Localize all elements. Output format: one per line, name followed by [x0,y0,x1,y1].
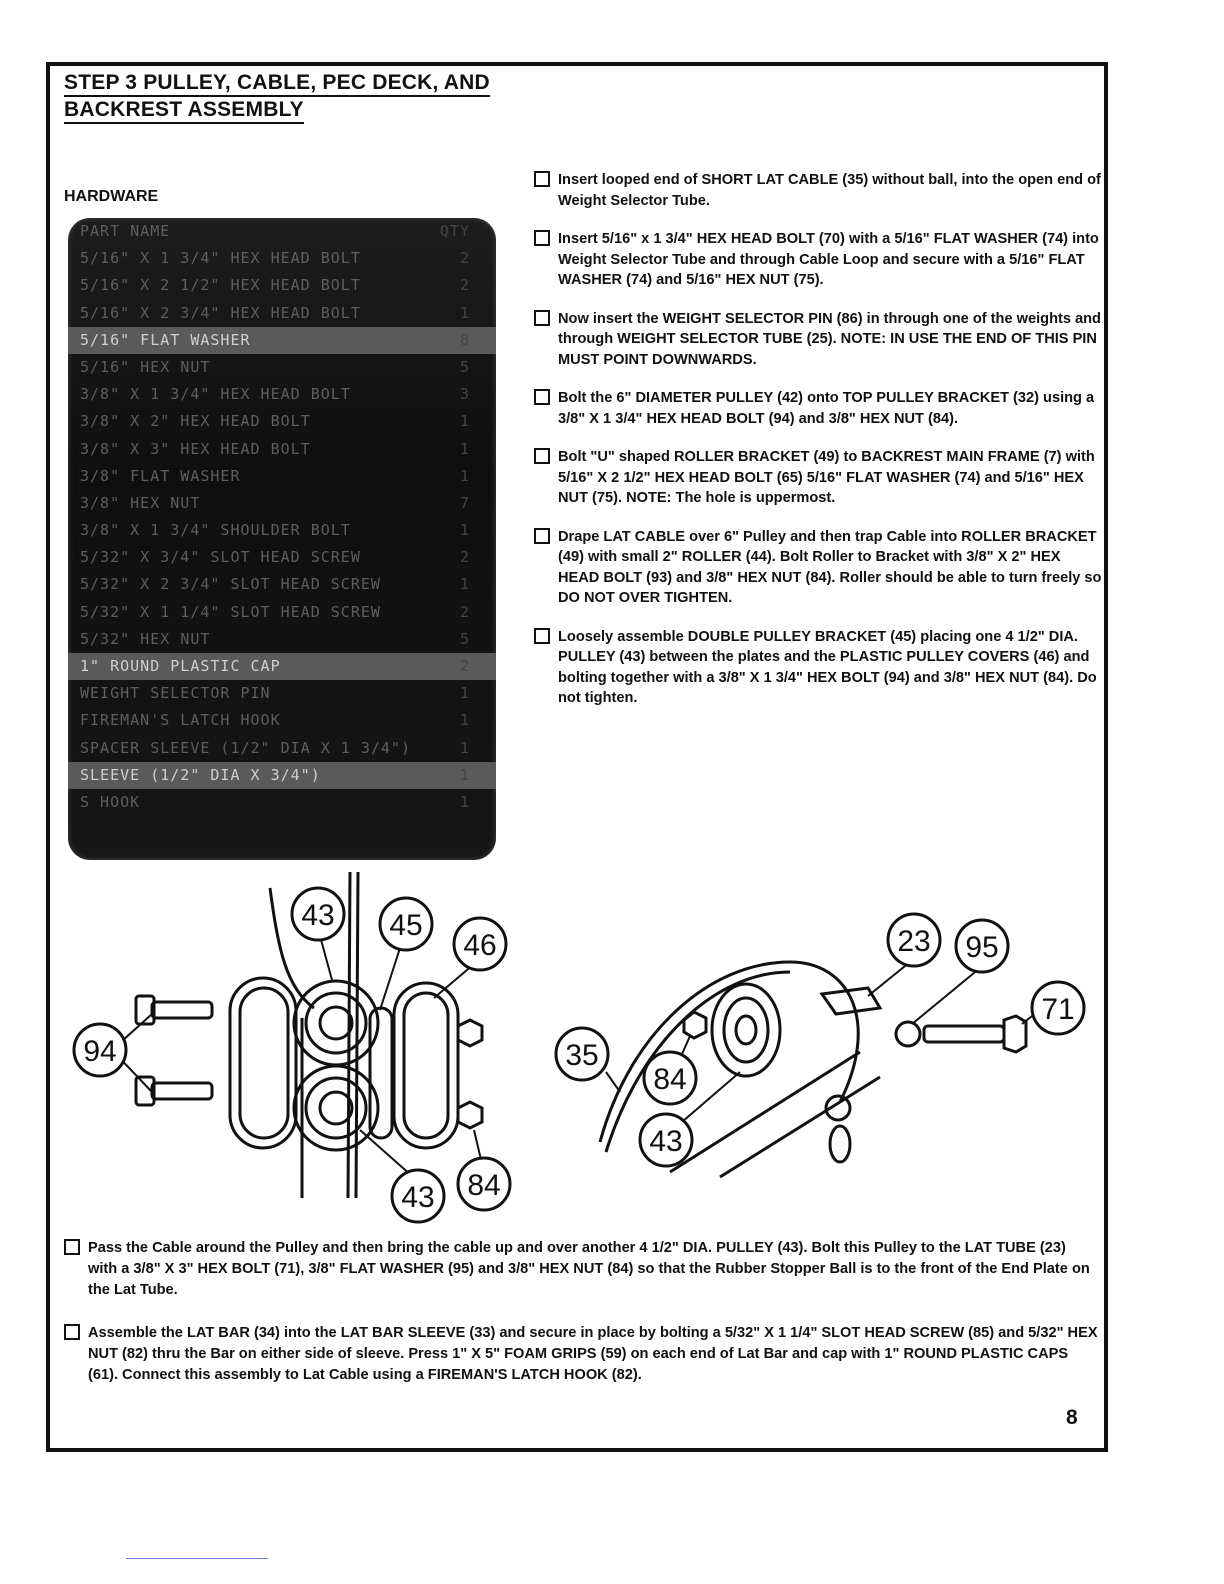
double-pulley-figure [64,868,534,1228]
underline-mark [126,1558,268,1559]
part-name: SPACER SLEEVE (1/2" DIA X 1 3/4") [80,738,412,757]
part-qty: 2 [459,249,470,268]
checkbox-icon[interactable] [534,310,550,326]
callout-label: 84 [653,1063,687,1096]
part-qty: QTY [439,222,470,240]
bottom-instruction-steps [64,1238,1098,1408]
part-name: 5/16" X 2 3/4" HEX HEAD BOLT [80,303,361,322]
part-qty: 1 [459,684,470,703]
part-name: 5/32" X 2 3/4" SLOT HEAD SCREW [80,575,381,594]
callout-label: 43 [401,1181,435,1214]
instruction-step [64,1323,1098,1386]
checkbox-icon[interactable] [534,528,550,544]
page-number: 8 [1066,1406,1078,1429]
part-qty: 3 [459,385,470,404]
checkbox-icon[interactable] [64,1324,80,1340]
part-name: SLEEVE (1/2" DIA X 3/4") [80,765,321,784]
part-name: 3/8" HEX NUT [80,493,201,512]
part-name: 3/8" X 3" HEX HEAD BOLT [80,439,311,458]
callout-label: 84 [467,1169,501,1202]
parts-table-row [68,408,496,435]
parts-table-row [68,707,496,734]
instruction-step [534,447,1102,509]
checkbox-icon[interactable] [534,628,550,644]
callout-label: 46 [463,929,497,962]
callout-label: 43 [301,899,335,932]
parts-table-row [68,245,496,272]
part-name: S HOOK [80,792,141,811]
part-qty: 5 [459,357,470,376]
step-text: Loosely assemble DOUBLE PULLEY BRACKET (45) placing one 4 1/2" DIA. PULLEY (43) between the plates and the PLASTIC PULLEY COVERS (46) and bolting together with a 3/8" X 1 3/4" HEX BOLT (94) and 3/8" HEX NUT (84). Do not tighten. [558,628,1097,706]
step-title [64,70,490,124]
parts-table-row [68,272,496,299]
part-qty: 1 [459,466,470,485]
part-qty: 1 [459,303,470,322]
part-qty: 1 [459,575,470,594]
step-text: Bolt the 6" DIAMETER PULLEY (42) onto TOP PULLEY BRACKET (32) using a 3/8" X 1 3/4" HEX HEAD BOLT (94) and 3/8" HEX NUT (84). [558,390,1095,427]
parts-table-row [68,735,496,762]
callout-label: 45 [389,909,423,942]
lat-tube-pulley-figure [550,912,1090,1192]
parts-table-row [68,300,496,327]
part-name: 5/16" HEX NUT [80,357,211,376]
instruction-step [534,170,1102,211]
callout-label: 95 [965,931,999,964]
checkbox-icon[interactable] [64,1239,80,1255]
part-name: FIREMAN'S LATCH HOOK [80,711,281,730]
parts-table-row [68,327,496,354]
part-name: 3/8" FLAT WASHER [80,466,241,485]
part-name: 5/32" X 3/4" SLOT HEAD SCREW [80,548,361,567]
part-qty: 2 [459,548,470,567]
instruction-step [534,309,1102,371]
part-name: 5/16" FLAT WASHER [80,330,251,349]
instruction-step [534,388,1102,429]
parts-table-row [68,789,496,816]
parts-table-row [68,218,496,245]
callout-label: 43 [649,1125,683,1158]
part-qty: 1 [459,412,470,431]
parts-table-row [68,517,496,544]
part-name: 5/16" X 1 3/4" HEX HEAD BOLT [80,249,361,268]
callout-label: 35 [565,1039,599,1072]
part-name: 3/8" X 1 3/4" SHOULDER BOLT [80,521,351,540]
part-name: 3/8" X 2" HEX HEAD BOLT [80,412,311,431]
callout-label: 23 [897,925,931,958]
instruction-step [534,527,1102,609]
part-qty: 1 [459,738,470,757]
checkbox-icon[interactable] [534,230,550,246]
part-qty: 1 [459,711,470,730]
parts-table-row [68,653,496,680]
title-line-2: BACKREST ASSEMBLY [64,97,304,124]
callout-label: 71 [1041,993,1075,1026]
parts-table-row [68,626,496,653]
parts-table-row [68,544,496,571]
part-qty: 7 [459,493,470,512]
part-qty: 8 [459,330,470,349]
instruction-step [534,627,1102,709]
part-qty: 2 [459,657,470,675]
part-qty: 1 [459,521,470,540]
part-qty: 1 [459,792,470,811]
title-line-1: STEP 3 PULLEY, CABLE, PEC DECK, AND [64,70,490,97]
step-text: Drape LAT CABLE over 6" Pulley and then trap Cable into ROLLER BRACKET (49) with small 2" ROLLER (44). Bolt Roller to Bracket with 3/8" X 2" HEX HEAD BOLT (93) and 3/8" HEX NUT (84). Roller should be able to turn freely so DO NOT OVER TIGHTEN. [558,528,1102,606]
part-qty: 5 [459,629,470,648]
checkbox-icon[interactable] [534,389,550,405]
hardware-label: HARDWARE [64,188,159,205]
part-name: 5/16" X 2 1/2" HEX HEAD BOLT [80,276,361,295]
step-text: Now insert the WEIGHT SELECTOR PIN (86) in through one of the weights and through WEIGHT SELECTOR TUBE (25). NOTE: IN USE THE END OF THIS PIN MUST POINT DOWNWARDS. [558,310,1101,368]
parts-table-row [68,571,496,598]
callout-label: 94 [83,1035,117,1068]
step-text: Pass the Cable around the Pulley and then bring the cable up and over another 4 1/2" DIA. PULLEY (43). Bolt this Pulley to the LAT TUBE (23) with a 3/8" X 3" HEX BOLT (71), 3/8" FLAT WASHER (95) and 3/8" HEX NUT (84) so that the Rubber Stopper Ball is to the front of the End Plate on the Lat Tube. [88,1240,1090,1298]
part-name: 5/32" HEX NUT [80,629,211,648]
instruction-step [534,229,1102,291]
checkbox-icon[interactable] [534,448,550,464]
step-text: Assemble the LAT BAR (34) into the LAT BAR SLEEVE (33) and secure in place by bolting a 5/32" X 1 1/4" SLOT HEAD SCREW (85) and 5/32" HEX NUT (82) thru the Bar on either side of sleeve. Press 1" X 5" FOAM GRIPS (59) on each end of Lat Bar and cap with 1" ROUND PLASTIC CAPS (61). Connect this assembly to Lat Cable using a FIREMAN'S LATCH HOOK (82). [88,1325,1098,1383]
parts-table-row [68,381,496,408]
step-text: Insert 5/16" x 1 3/4" HEX HEAD BOLT (70) with a 5/16" FLAT WASHER (74) into Weight Selector Tube and through Cable Loop and secure with a 5/16" FLAT WASHER (74) and 5/16" HEX NUT (75). [558,231,1099,288]
part-name: PART NAME [80,222,171,240]
part-name: 1" ROUND PLASTIC CAP [80,657,281,675]
parts-table-row [68,680,496,707]
parts-table-row [68,762,496,789]
instruction-step [64,1238,1098,1301]
hardware-parts-table [68,218,496,860]
checkbox-icon[interactable] [534,171,550,187]
parts-table-row [68,354,496,381]
step-text: Bolt "U" shaped ROLLER BRACKET (49) to BACKREST MAIN FRAME (7) with 5/16" X 2 1/2" HEX HEAD BOLT (65) 5/16" FLAT WASHER (74) and 5/16" HEX NUT (75). NOTE: The hole is uppermost. [558,449,1095,506]
instruction-steps [534,170,1102,727]
parts-table-row [68,463,496,490]
parts-table-row [68,599,496,626]
part-qty: 2 [459,602,470,621]
step-text: Insert looped end of SHORT LAT CABLE (35) without ball, into the open end of Weight Selector Tube. [558,172,1101,209]
part-qty: 1 [459,439,470,458]
parts-table-row [68,490,496,517]
part-qty: 2 [459,276,470,295]
part-name: 5/32" X 1 1/4" SLOT HEAD SCREW [80,602,381,621]
parts-table-row [68,436,496,463]
part-name: 3/8" X 1 3/4" HEX HEAD BOLT [80,385,351,404]
part-qty: 1 [459,765,470,784]
part-name: WEIGHT SELECTOR PIN [80,684,271,703]
